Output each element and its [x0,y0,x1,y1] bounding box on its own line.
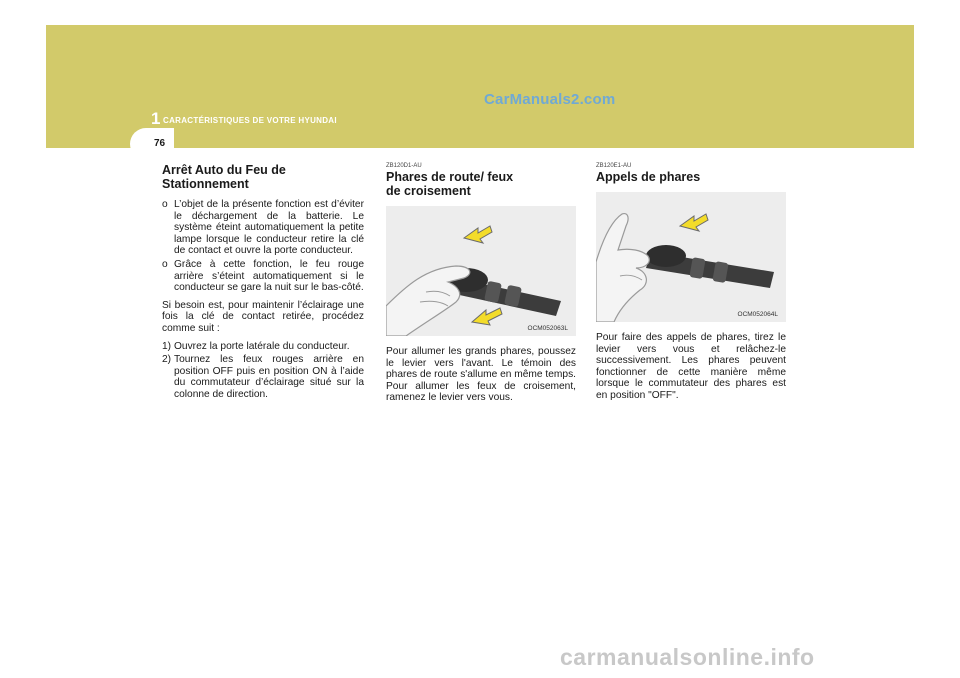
footer-watermark: carmanualsonline.info [560,644,815,670]
chapter-title: CARACTÉRISTIQUES DE VOTRE HYUNDAI [163,116,337,125]
step-text: Tournez les feux rouges arrière en position OFF puis en position ON à l’aide du commutateur d’éclairage situé sur la colonne de direction. [174,354,364,400]
body-paragraph: Pour allumer les grands phares, poussez le levier vers l'avant. Le témoin des phares de route s'allume en même temps. Pour allumer les feux de croisement, ramenez le levier vers vous. [386,346,576,404]
page-number-tab [130,128,174,160]
bullet-mark: o [162,258,168,270]
step-item [162,354,364,400]
watermark-link[interactable]: CarManuals2.com [484,91,616,108]
step-number: 1) [162,340,172,352]
bullet-text: L’objet de la présente fonction est d’éviter le déchargement de la batterie. Le système éteint automatiquement la petite lampe lorsque le conducteur retire la clé de contact et ouvre la porte conducteur. [174,199,364,257]
column-high-low-beam [386,163,576,410]
intro-paragraph: Si besoin est, pour maintenir l’éclairage une fois la clé de contact retirée, procédez comme suit : [162,299,364,334]
section-code: ZB120E1-AU [596,163,632,169]
page-number: 76 [154,138,166,149]
section-code: ZB120D1-AU [386,163,422,169]
body-paragraph: Pour faire des appels de phares, tirez le levier vers vous et relâchez-le successivement. Les phares peuvent fonctionner de cette manière même lorsque le commutateur des phares est en position "OFF". [596,332,786,401]
chapter-header-band [46,25,914,148]
step-item [162,341,364,353]
figure-code: OCM052064L [737,311,778,318]
chapter-number: 1 [151,109,161,128]
bullet-text: Grâce à cette fonction, le feu rouge arrière s’éteint automatiquement si le conducteur se gare la nuit sur le bas-côté. [174,258,364,294]
section-title: Arrêt Auto du Feu de Stationnement [162,163,286,191]
bullet-item [162,199,364,257]
lever-push-illustration [386,206,576,336]
step-number: 2) [162,354,172,366]
section-title: Phares de route/ feux de croisement [386,170,514,198]
column-flash-headlights [596,163,786,408]
figure-code: OCM052063L [527,325,568,332]
section-title: Appels de phares [596,170,701,184]
lever-pull-illustration [596,192,786,322]
bullet-item [162,259,364,294]
bullet-mark: o [162,199,168,210]
column-auto-parking-light [162,163,364,403]
step-text: Ouvrez la porte latérale du conducteur. [174,340,350,352]
